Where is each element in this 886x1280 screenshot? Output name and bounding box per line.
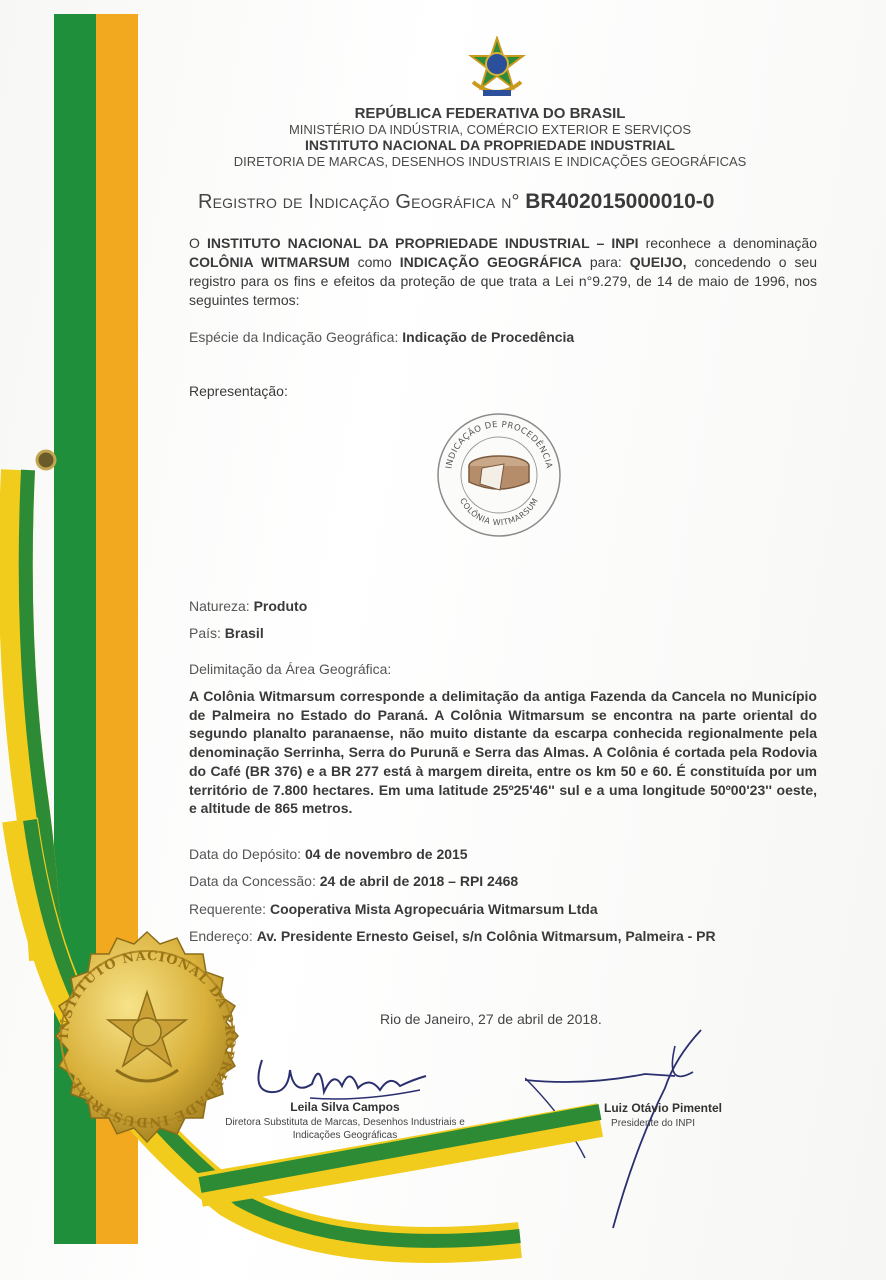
brazil-coat-of-arms-icon <box>463 36 531 102</box>
intro-institute-name: INSTITUTO NACIONAL DA PROPRIEDADE INDUSTRIAL – INPI <box>206 235 639 251</box>
intro-text-3: como <box>357 254 392 270</box>
gold-seal-text: INSTITUTO NACIONAL DA PROPRIEDADE INDUSTRIAL <box>56 948 238 1130</box>
place-date: Rio de Janeiro, 27 de abril de 2018. <box>380 1011 602 1027</box>
intro-product: QUEIJO, <box>629 254 687 270</box>
representacao-label: Representação: <box>189 383 288 399</box>
pais-label: País: <box>189 625 221 641</box>
header-ministry: MINISTÉRIO DA INDÚSTRIA, COMÉRCIO EXTERIOR E SERVIÇOS <box>288 122 692 137</box>
intro-ig-type: INDICAÇÃO GEOGRÁFICA <box>399 254 582 270</box>
especie-row <box>189 328 817 347</box>
delimitacao-label: Delimitação da Área Geográfica: <box>189 661 392 677</box>
concessao-label: Data da Concessão: <box>189 873 316 889</box>
ribbon-strand-right <box>200 1112 600 1190</box>
intro-text-5: concedendo o seu registro para os fins e efeitos da proteção de que trata a Lei n°9.279, de 14 de maio de 1996, nos seguintes termos: <box>189 254 818 308</box>
ribbon <box>0 440 620 1280</box>
deposito-label: Data do Depósito: <box>189 846 302 862</box>
endereco-value: Av. Presidente Ernesto Geisel, s/n Colônia Witmarsum, Palmeira - PR <box>256 928 716 944</box>
intro-text-2: reconhece a denominação <box>645 235 818 251</box>
especie-label: Espécie da Indicação Geográfica: <box>189 329 399 345</box>
registration-number: BR402015000010-0 <box>525 190 715 213</box>
signature-role-1-line1: Diretora Substituta de Marcas, Desenhos Industriais e <box>225 1117 465 1128</box>
signature-name-1: Leila Silva Campos <box>290 1100 400 1114</box>
gold-seal <box>38 930 256 1148</box>
deposito-value: 04 de novembro de 2015 <box>304 846 468 862</box>
intro-text-1: O <box>189 235 200 251</box>
delimitacao-text: A Colônia Witmarsum corresponde a delimitação da antiga Fazenda da Cancela no Município de Palmeira no Estado do Paraná. A Colônia Witmarsum se encontra na parte oriental do segundo planalto paranaense, não muito distante da escarpa conhecida regionalmente pela denominação Serrinha, Serra do Purunã e Serra das Almas. A Colônia é cortada pela Rodovia do Café (BR 376) e a BR 277 está à margem direita, entre os km 50 e 60. É constituída por um território de 7.800 hectares. Em uma latitude 25º25'46'' sul e a uma longitude 50º00'23'' oeste, e altitude de 865 metros. <box>189 688 817 817</box>
signature-role-1-line2: Indicações Geográficas <box>292 1130 398 1141</box>
requerente-value: Cooperativa Mista Agropecuária Witmarsum Ltda <box>269 901 598 917</box>
endereco-label: Endereço: <box>189 928 253 944</box>
intro-paragraph <box>189 234 817 310</box>
requerente-label: Requerente: <box>189 901 267 917</box>
seal-bottom-text: COLÔNIA WITMARSUM <box>457 496 541 528</box>
seal-top-text: INDICAÇÃO DE PROCEDÊNCIA <box>444 419 554 470</box>
concessao-value: 24 de abril de 2018 – RPI 2468 <box>319 873 519 889</box>
intro-denomination: COLÔNIA WITMARSUM <box>189 254 350 270</box>
header-directorate: DIRETORIA DE MARCAS, DESENHOS INDUSTRIAIS E INDICAÇÕES GEOGRÁFICAS <box>233 154 747 169</box>
header-republic: REPÚBLICA FEDERATIVA DO BRASIL <box>354 105 626 122</box>
natureza-label: Natureza: <box>189 598 250 614</box>
natureza-value: Produto <box>253 598 308 614</box>
pais-value: Brasil <box>224 625 264 641</box>
registration-title <box>198 190 818 214</box>
signature-name-2: Luiz Otávio Pimentel <box>603 1101 723 1115</box>
intro-text-4: para: <box>589 254 622 270</box>
signature-role-2: Presidente do INPI <box>611 1118 695 1129</box>
registration-title-prefix: Registro de Indicação Geográfica n° <box>198 191 520 213</box>
especie-value: Indicação de Procedência <box>402 329 575 345</box>
header-institute: INSTITUTO NACIONAL DA PROPRIEDADE INDUSTRIAL <box>305 137 675 153</box>
